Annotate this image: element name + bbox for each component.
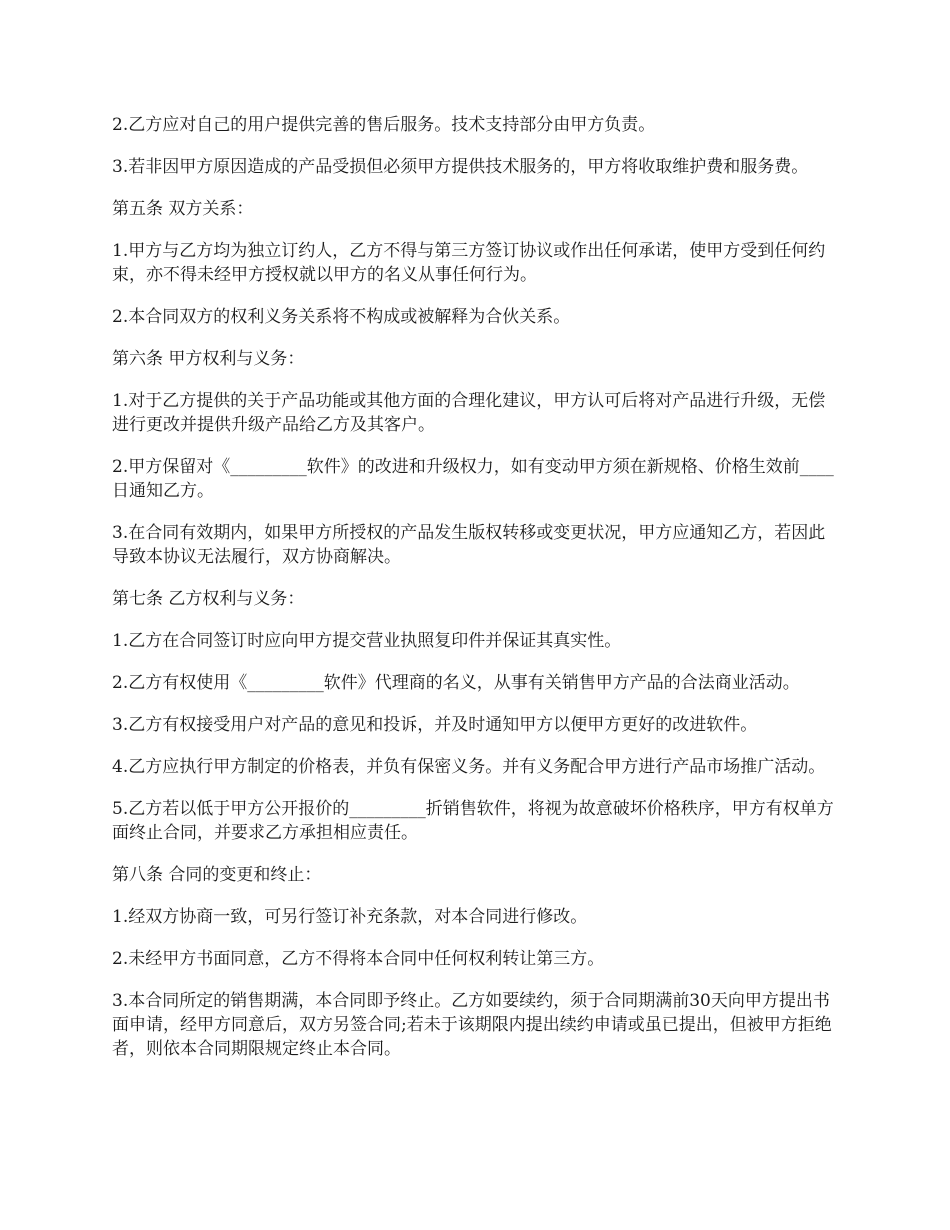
- clause-6-item-2: 2.甲方保留对《_________软件》的改进和升级权力，如有变动甲方须在新规格、价格生效前____日通知乙方。: [112, 457, 834, 501]
- section-heading-article-7: 第七条 乙方权利与义务：: [112, 589, 305, 609]
- clause-6-item-3: 3.在合同有效期内，如果甲方所授权的产品发生版权转移或变更状况，甲方应通知乙方，若因此导致本协议无法履行，双方协商解决。: [112, 523, 826, 567]
- clause-7-item-5: 5.乙方若以低于甲方公开报价的_________折销售软件，将视为故意破坏价格秩序，甲方有权单方面终止合同，并要求乙方承担相应责任。: [112, 799, 834, 843]
- clause-8-item-1: 1.经双方协商一致，可另行签订补充条款，对本合同进行修改。: [112, 907, 588, 927]
- clause-4-item-3: 3.若非因甲方原因造成的产品受损但必须甲方提供技术服务的，甲方将收取维护费和服务费。: [112, 157, 809, 177]
- clause-7-item-2: 2.乙方有权使用《_________软件》代理商的名义，从事有关销售甲方产品的合法商业活动。: [112, 673, 800, 693]
- section-heading-article-5: 第五条 双方关系：: [112, 199, 254, 219]
- clause-7-item-1: 1.乙方在合同签订时应向甲方提交营业执照复印件并保证其真实性。: [112, 631, 622, 651]
- clause-8-item-3: 3.本合同所定的销售期满，本合同即予终止。乙方如要续约，须于合同期满前30天向甲方提出书面申请，经甲方同意后，双方另签合同;若未于该期限内提出续约申请或虽已提出，但被甲方拒绝者，则依本合同期限规定终止本合同。: [112, 991, 832, 1059]
- document-body: [112, 113, 840, 1079]
- clause-4-item-2: 2.乙方应对自己的用户提供完善的售后服务。技术支持部分由甲方负责。: [112, 115, 656, 135]
- clause-8-item-2: 2.未经甲方书面同意，乙方不得将本合同中任何权利转让第三方。: [112, 949, 605, 969]
- clause-7-item-3: 3.乙方有权接受用户对产品的意见和投诉，并及时通知甲方以便甲方更好的改进软件。: [112, 715, 758, 735]
- section-heading-article-6: 第六条 甲方权利与义务：: [112, 349, 305, 369]
- clause-5-item-2: 2.本合同双方的权利义务关系将不构成或被解释为合伙关系。: [112, 307, 571, 327]
- clause-6-item-1: 1.对于乙方提供的关于产品功能或其他方面的合理化建议，甲方认可后将对产品进行升级，无偿进行更改并提供升级产品给乙方及其客户。: [112, 391, 826, 435]
- clause-5-item-1: 1.甲方与乙方均为独立订约人，乙方不得与第三方签订协议或作出任何承诺，使甲方受到任何约束，亦不得未经甲方授权就以甲方的名义从事任何行为。: [112, 241, 826, 285]
- section-heading-article-8: 第八条 合同的变更和终止：: [112, 865, 322, 885]
- clause-7-item-4: 4.乙方应执行甲方制定的价格表，并负有保密义务。并有义务配合甲方进行产品市场推广活动。: [112, 757, 826, 777]
